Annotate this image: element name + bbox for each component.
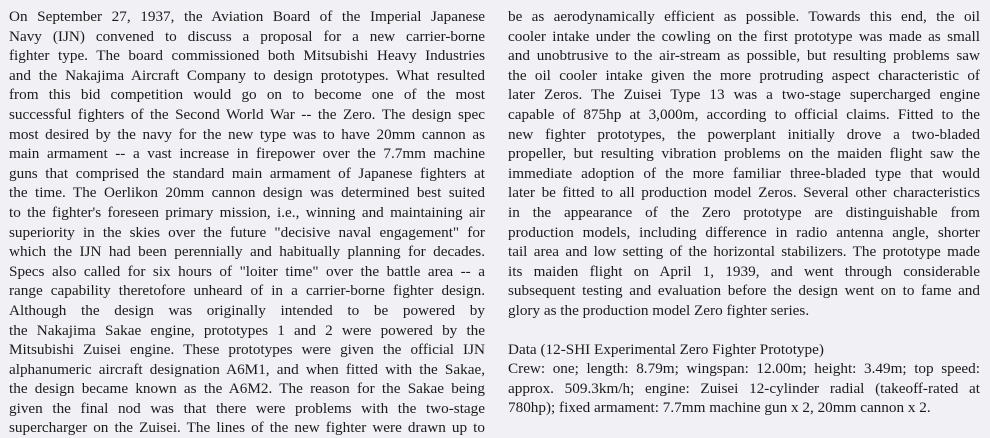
text-line: immediate adoption of the more familiar three-bladed type that would <box>508 164 980 182</box>
text-line: propeller, but resulting vibration problems on the maiden flight saw the <box>508 145 980 163</box>
text-line: from this bid competition would go on to become one of the most <box>9 86 485 104</box>
spec-line: 780hp); fixed armament: 7.7mm machine gun x 2, 20mm cannon x 2. <box>508 399 931 417</box>
text-line: Mitsubishi Zuisei engine. These prototypes were given the official IJN <box>9 341 485 359</box>
text-line: which the IJN had been perennially and habitually planning for decades. <box>9 243 485 261</box>
text-line: guns that comprised the standard main armament of Japanese fighters at <box>9 164 485 182</box>
text-line: production models, including difference in radio antenna angle, shorter <box>508 223 980 241</box>
paragraph-gap <box>508 321 980 340</box>
text-line: successful fighters of the Second World War -- the Zero. The design spec <box>9 105 485 123</box>
left-column <box>9 7 485 438</box>
text-line: range capability theretofore unheard of in a carrier-borne fighter design. <box>9 282 485 300</box>
text-line: the oil cooler intake given the more protruding aspect characteristic of <box>508 66 980 84</box>
text-line: subsequent testing and evaluation before the design went on to fame and <box>508 282 980 300</box>
text-line: Navy (IJN) convened to discuss a proposal for a new carrier-borne <box>9 27 485 45</box>
text-line: the time. The Oerlikon 20mm cannon design was determined best suited <box>9 184 485 202</box>
text-line: fighter type. The board commissioned both Mitsubishi Heavy Industries <box>9 47 485 65</box>
text-line: the design became known as the A6M2. The reason for the Sakae being <box>9 380 485 398</box>
spec-line: approx. 509.3km/h; engine: Zuisei 12-cylinder radial (takeoff-rated at <box>508 379 980 397</box>
text-line: and the Nakajima Aircraft Company to design prototypes. What resulted <box>9 66 485 84</box>
text-line: On September 27, 1937, the Aviation Board of the Imperial Japanese <box>9 8 485 25</box>
data-heading: Data (12-SHI Experimental Zero Fighter Prototype) <box>508 340 824 358</box>
text-line: and unobtrusive to the air-stream as possible, but resulting problems saw <box>508 47 980 65</box>
text-line: to the fighter's foreseen primary mission, i.e., winning and maintaining air <box>9 203 485 221</box>
text-line: the Nakajima Sakae engine, prototypes 1 and 2 were powered by the <box>9 321 485 339</box>
text-line: supercharger on the Zuisei. The lines of the new fighter were drawn up to <box>9 419 485 437</box>
text-line: given the final nod was that there were problems with the two-stage <box>9 399 485 417</box>
text-line: its maiden flight on April 1, 1939, and went through considerable <box>508 262 980 280</box>
text-line: new fighter prototypes, the powerplant initially drove a two-bladed <box>508 125 980 143</box>
text-line: be as aerodynamically efficient as possible. Towards this end, the oil <box>508 8 980 25</box>
text-line: in the appearance of the Zero prototype are distinguishable from <box>508 203 980 221</box>
text-line: cooler intake under the cowling on the first prototype was made as small <box>508 27 980 45</box>
text-line: superiority in the skies over the future "decisive naval engagement" for <box>9 223 485 241</box>
text-line: Although the design was originally intended to be powered by <box>9 301 485 319</box>
text-line: most desired by the navy for the new type was to have 20mm cannon as <box>9 125 485 143</box>
text-line: later be fitted to all production model Zeros. Several other characteristics <box>508 184 980 202</box>
spec-line: Crew: one; length: 8.79m; wingspan: 12.00m; height: 3.49m; top speed: <box>508 360 980 378</box>
text-line: capable of 875hp at 3,000m, according to official claims. Fitted to the <box>508 105 980 123</box>
right-column <box>508 7 980 418</box>
text-line: main armament -- a vast increase in firepower over the 7.7mm machine <box>9 145 485 163</box>
text-line: later Zeros. The Zuisei Type 13 was a two-stage supercharged engine <box>508 86 980 104</box>
text-line: alphanumeric aircraft designation A6M1, and when fitted with the Sakae, <box>9 360 485 378</box>
text-line: Specs also called for six hours of "loiter time" over the battle area -- a <box>9 262 485 280</box>
text-line: tail area and low setting of the horizontal stabilizers. The prototype made <box>508 243 980 261</box>
text-line: glory as the production model Zero fighter series. <box>508 301 810 319</box>
